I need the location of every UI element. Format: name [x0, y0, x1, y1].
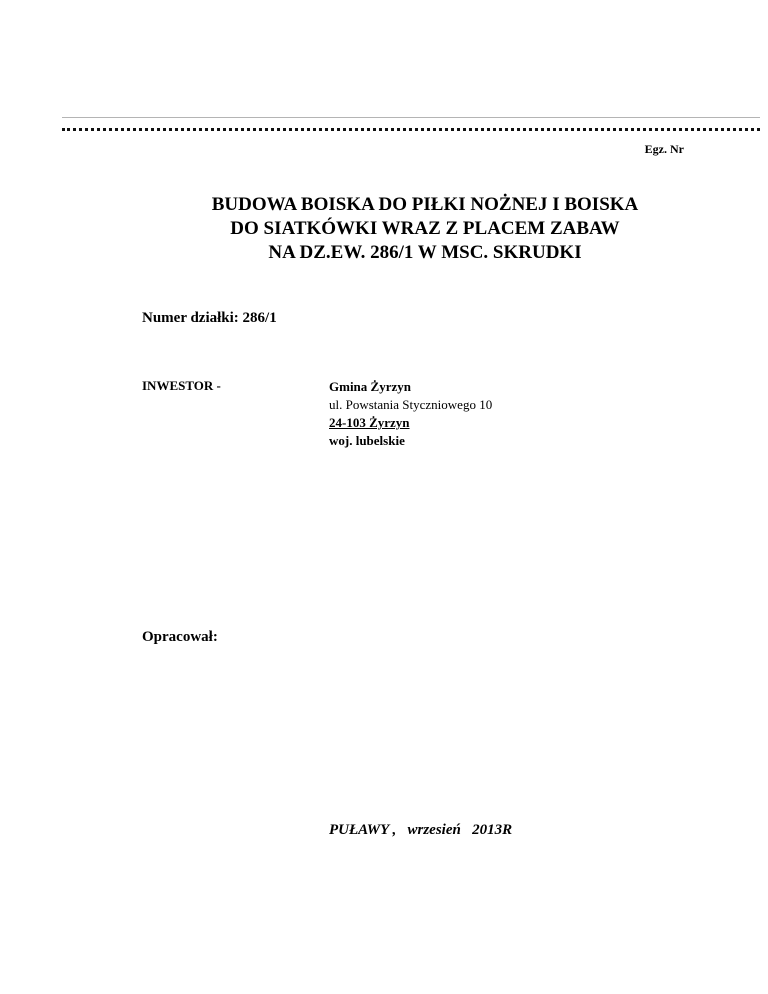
copy-number-label: Egz. Nr: [644, 142, 684, 156]
investor-province: woj. lubelskie: [329, 433, 405, 448]
investor-address: [329, 378, 492, 450]
investor-name: Gmina Żyrzyn: [329, 379, 411, 394]
title-line-2: DO SIATKÓWKI WRAZ Z PLACEM ZABAW: [230, 218, 620, 239]
investor-label: INWESTOR -: [142, 378, 221, 393]
investor-postal-code: 24-103 Żyrzyn: [329, 415, 410, 430]
dotted-divider-line: [62, 128, 760, 131]
plot-number: Numer działki: 286/1: [142, 310, 277, 326]
investor-street: ul. Powstania Styczniowego 10: [329, 397, 493, 412]
place-and-date: PUŁAWY , wrzesień 2013R: [329, 822, 513, 838]
title-line-1: BUDOWA BOISKA DO PIŁKI NOŻNEJ I BOISKA: [211, 194, 639, 215]
document-title: [120, 193, 730, 265]
prepared-by-label: Opracował:: [142, 629, 218, 645]
title-line-3: NA DZ.EW. 286/1 W MSC. SKRUDKI: [268, 242, 582, 263]
top-divider-line: [62, 117, 760, 118]
